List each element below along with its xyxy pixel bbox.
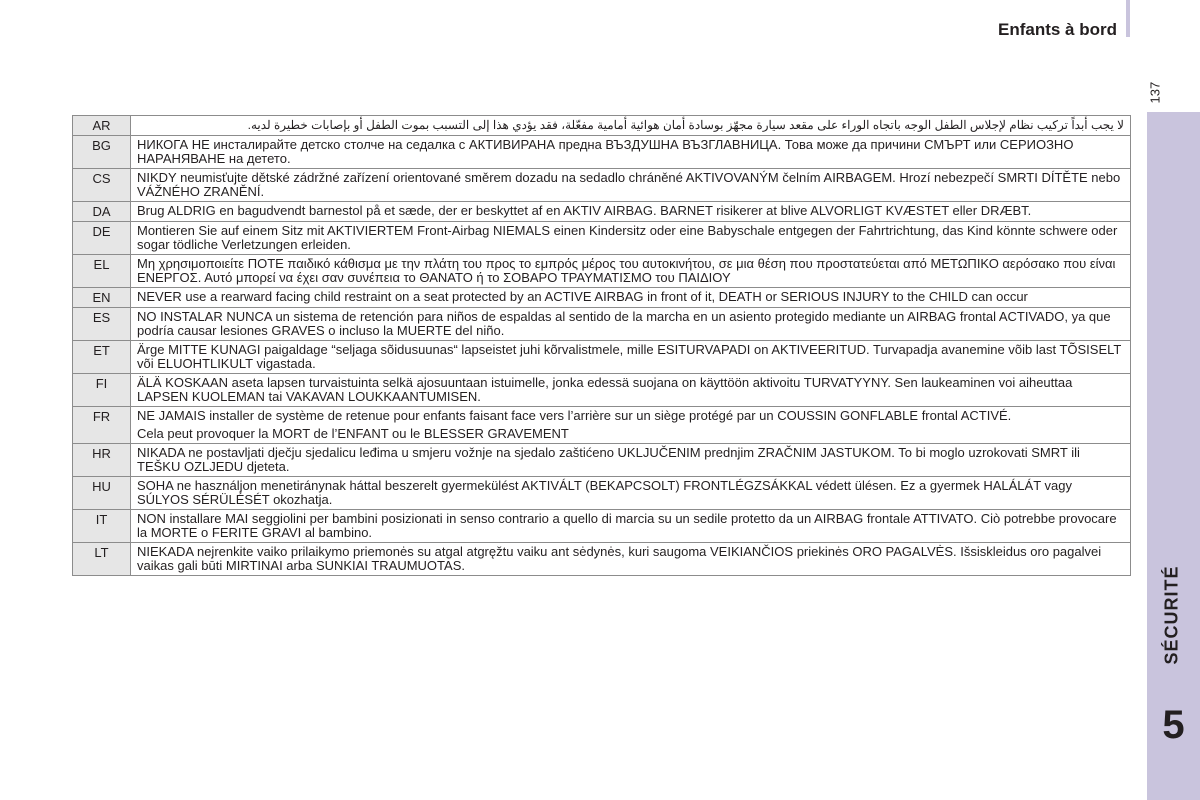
table-row [73,288,1131,308]
table-row [73,407,1131,444]
warning-paragraph: NIKDY neumisťujte dětské zádržné zařízení orientované směrem dozadu na sedadlo chráněné AKTIVOVANÝM čelním AIRBAGEM. Hrozí nebezpečí SMRTI DÍTĚTE nebo VÁŽNÉHO ZRANĚNÍ. [137,170,1121,199]
airbag-warning-table [72,115,1131,576]
page-header-title: Enfants à bord [997,20,1117,39]
warning-paragraph: Montieren Sie auf einem Sitz mit AKTIVIERTEM Front-Airbag NIEMALS einen Kindersitz oder eine Babyschale entgegen der Fahrtrichtung, das Kind könnte schwere oder sogar tödliche Verletzungen erleiden. [137,223,1118,252]
section-side-tab [1147,112,1200,800]
warning-paragraph: ÄLÄ KOSKAAN aseta lapsen turvaistuinta selkä ajosuuntaan istuimelle, jonka edessä suojana on käyttöön aktivoitu TURVATYYNY. Sen laukeaminen voi aiheuttaa LAPSEN KUOLEMAN tai VAKAVAN LOUKKAANTUMISEN. [137,375,1073,404]
table-row [73,341,1131,374]
warning-text [131,407,1131,444]
header-divider [1126,0,1130,37]
warning-text [131,169,1131,202]
warning-paragraph: لا يجب أبداً تركيب نظام لإجلاس الطفل الوجه باتجاه الوراء على مقعد سيارة مجهّز بوسادة أمان هوائية أمامية مفعّلة، فقد يؤدي هذا إلى التسبب بموت الطفل أو بإصابات خطيرة لديه. [247,118,1124,132]
warning-text [131,374,1131,407]
language-code: EL [73,255,131,288]
section-number: 5 [1162,703,1185,747]
table-row [73,169,1131,202]
language-code: IT [73,510,131,543]
warning-text [131,255,1131,288]
warning-paragraph: Μη χρησιμοποιείτε ΠΟΤΕ παιδικό κάθισμα με την πλάτη του προς το εμπρός μέρος του αυτοκινήτου, σε μια θέση που προστατεύεται από ΜΕΤΩΠΙΚΟ αερόσακο που είναι ΕΝΕΡΓΟΣ. Αυτό μπορεί να έχει σαν συνέπεια το ΘΑΝΑΤΟ ή το ΣΟΒΑΡΟ ΤΡΑΥΜΑΤΙΣΜΟ του ΠΑΙΔΙΟΥ [137,256,1116,285]
table-row [73,444,1131,477]
warning-text [131,543,1131,576]
warning-paragraph: NEVER use a rearward facing child restraint on a seat protected by an ACTIVE AIRBAG in front of it, DEATH or SERIOUS INJURY to the CHILD can occur [137,289,1028,304]
language-code: BG [73,136,131,169]
language-code: EN [73,288,131,308]
table-row [73,255,1131,288]
language-code: ET [73,341,131,374]
warning-text [131,510,1131,543]
language-code: HU [73,477,131,510]
warning-text [131,136,1131,169]
language-code: ES [73,308,131,341]
warning-paragraph: Ärge MITTE KUNAGI paigaldage “seljaga sõidusuunas“ lapseistet juhi kõrvalistmele, mille ESITURVAPADI on AKTIVEERITUD. Turvapadja avanemine võib last TÕSISELT või ELUOHTLIKULT vigastada. [137,342,1122,371]
warning-paragraph: НИКОГА НЕ инсталирайте детско столче на седалка с АКТИВИРАНА предна ВЪЗДУШНА ВЪЗГЛАВНИЦА. Това може да причини СМЪРТ или СЕРИОЗНО НАРАНЯВАНЕ на детето. [137,137,1074,166]
warning-paragraph: Brug ALDRIG en bagudvendt barnestol på et sæde, der er beskyttet af en AKTIV AIRBAG. BARNET risikerer at blive ALVORLIGT KVÆSTET eller DRÆBT. [137,203,1032,218]
warning-text [131,444,1131,477]
warning-paragraph: NO INSTALAR NUNCA un sistema de retención para niños de espaldas al sentido de la marcha en un asiento protegido mediante un AIRBAG frontal ACTIVADO, ya que podría causar lesiones GRAVES o incluso la MUERTE del niño. [137,309,1111,338]
warning-text [131,477,1131,510]
language-code: DE [73,222,131,255]
table-row [73,136,1131,169]
language-code: CS [73,169,131,202]
table-row [73,202,1131,222]
language-code: FR [73,407,131,444]
section-label: SÉCURITÉ [1161,565,1182,665]
table-row [73,477,1131,510]
warning-text [131,202,1131,222]
warning-text [131,116,1131,136]
language-code: DA [73,202,131,222]
warning-paragraph: NE JAMAIS installer de système de retenue pour enfants faisant face vers l’arrière sur un siège protégé par un COUSSIN GONFLABLE frontal ACTIVÉ. [137,408,1012,423]
language-code: LT [73,543,131,576]
table-row [73,308,1131,341]
warning-paragraph: NON installare MAI seggiolini per bambini posizionati in senso contrario a quello di marcia su un sedile protetto da un AIRBAG frontale ATTIVATO. Ciò potrebbe provocare la MORTE o FERITE GRAVI al bambino. [137,511,1117,540]
warning-text [131,288,1131,308]
table-row [73,222,1131,255]
table-row [73,374,1131,407]
warning-paragraph: SOHA ne használjon menetiránynak háttal beszerelt gyermekülést AKTIVÁLT (BEKAPCSOLT) FRONTLÉGZSÁKKAL védett ülésen. Ez a gyermek HALÁLÁT vagy SÚLYOS SÉRÜLÉSÉT okozhatja. [137,478,1072,507]
language-code: HR [73,444,131,477]
table-row [73,510,1131,543]
warning-paragraph: Cela peut provoquer la MORT de l’ENFANT ou le BLESSER GRAVEMENT [137,426,569,441]
language-code: AR [73,116,131,136]
warning-text [131,222,1131,255]
warning-paragraph: NIKADA ne postavljati dječju sjedalicu leđima u smjeru vožnje na sjedalo zaštićeno UKLJUČENIM prednjim ZRAČNIM JASTUKOM. To bi moglo uzrokovati SMRT ili TEŠKU OZLJEDU djeteta. [137,445,1080,474]
table-row [73,543,1131,576]
language-code: FI [73,374,131,407]
table-row [73,116,1131,136]
page-number: 137 [1147,81,1163,104]
warning-paragraph: NIEKADA nejrenkite vaiko prilaikymo priemonės su atgal atgręžtu vaiku ant sėdynės, kuri saugoma VEIKIANČIOS priekinės ORO PAGALVĖS. Išsiskleidus oro pagalvei vaikas gali būti MIRTINAI arba SUNKIAI TRAUMUOTAS. [137,544,1102,573]
warning-text [131,308,1131,341]
warning-text [131,341,1131,374]
